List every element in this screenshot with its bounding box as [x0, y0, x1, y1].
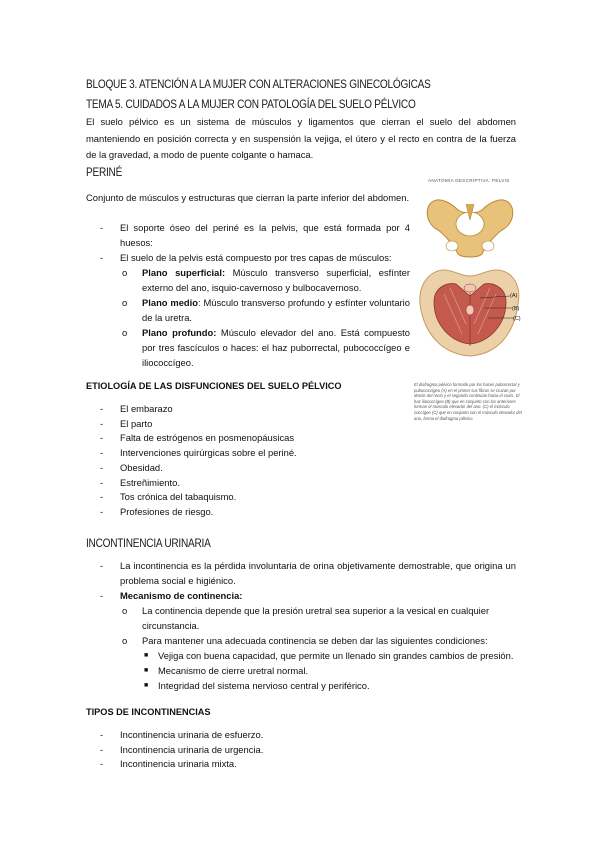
muscle-layers-list — [120, 265, 410, 370]
list-item: - El soporte óseo del periné es la pelvis, que está formada por 4 huesos: — [100, 222, 410, 248]
list-item: - Intervenciones quirúrgicas sobre el periné. — [100, 447, 297, 459]
list-item: - El parto — [100, 417, 153, 429]
perine-list — [100, 220, 410, 370]
figure-title: ANATOMÍA DESCRIPTIVA: PELVIS — [428, 178, 510, 183]
list-item: o La continencia depende que la presión uretral sea superior a la vesical en cualquier circunstancia. — [122, 605, 490, 631]
list-item: - Estreñimiento. — [100, 476, 180, 488]
list-item: - Obesidad. — [100, 461, 163, 473]
label-b: (B) — [512, 306, 520, 312]
list-item: - Falta de estrógenos en posmenopáusicas — [100, 432, 295, 444]
intro-paragraph: El suelo pélvico es un sistema de músculos y ligamentos que cierran el suelo del abdomen manteniendo en posición correcta y en suspensión la vejiga, el útero y el recto en contra de la fuerza de la gravedad, a modo de puente colgante o hamaca. — [86, 116, 516, 160]
tipos-list — [100, 728, 400, 772]
list-item: ■ Integridad del sistema nervioso central y periférico. — [144, 680, 370, 691]
list-item: ■ Mecanismo de cierre uretral normal. — [144, 665, 309, 676]
list-item: o Para mantener una adecuada continencia se deben dar las siguientes condiciones: ■ Vejiga con buena capacidad, que permite un llenado sin grandes cambios de presión. ■ Mecanismo de cierre uretral normal. ■ Integridad del sistema nervioso central y periférico. — [120, 633, 516, 693]
list-item: - Incontinencia urinaria de urgencia. — [100, 743, 264, 755]
label-a: (A) — [510, 293, 518, 299]
mechanism-list — [120, 603, 516, 693]
etiologia-heading: ETIOLOGÍA DE LAS DISFUNCIONES DEL SUELO PÉLVICO — [86, 381, 342, 391]
label-c: (C) — [513, 316, 521, 322]
list-item: - El suelo de la pelvis está compuesto por tres capas de músculos: o Plano superficial: Músculo transverso superficial, esfínter externo del ano, isquio-cavernoso y bulbocavernoso. o Plano medio: Músculo transverso profundo y esfínter voluntario de la uretra. o Plano profundo: Músculo elevador del ano. Está compuesto por tres fascículos o haces: el haz puborrectal, pubococcígeo e iliococcígeo. — [100, 252, 411, 368]
list-item: - Tos crónica del tabaquismo. — [100, 491, 237, 503]
incontinencia-list — [100, 558, 516, 693]
perine-heading: PERINÉ — [86, 165, 123, 179]
bony-pelvis-image — [427, 200, 513, 257]
etiologia-list — [100, 402, 400, 520]
tipos-heading: TIPOS DE INCONTINENCIAS — [86, 707, 211, 717]
pelvic-floor-image — [420, 270, 521, 356]
list-item: - Mecanismo de continencia: o La continencia depende que la presión uretral sea superior a la vesical en cualquier circunstancia. o Para mantener una adecuada continencia se deben dar las siguientes condiciones: ■ Vejiga con buena capacidad, que permite un llenado sin grandes cambios de presión. ■ Mecanismo de cierre uretral normal. ■ Integridad del sistema nervioso central y periférico. — [100, 588, 516, 693]
perine-paragraph: Conjunto de músculos y estructuras que cierran la parte inferior del abdomen. — [86, 192, 410, 203]
list-item: o Plano profundo: Músculo elevador del ano. Está compuesto por tres fascículos o haces: el haz puborrectal, pubococcígeo e iliococcígeo. — [122, 327, 410, 368]
pelvis-illustration — [414, 184, 526, 380]
incontinencia-heading: INCONTINENCIA URINARIA — [86, 536, 211, 550]
tema-title: TEMA 5. CUIDADOS A LA MUJER CON PATOLOGÍA DEL SUELO PÉLVICO — [86, 97, 416, 111]
list-item: - Incontinencia urinaria de esfuerzo. — [100, 729, 264, 740]
list-item: o Plano superficial: Músculo transverso superficial, esfínter externo del ano, isquio-cavernoso y bulbocavernoso. — [122, 267, 411, 293]
list-item: o Plano medio: Músculo transverso profundo y esfínter voluntario de la uretra. — [122, 297, 410, 323]
list-item: ■ Vejiga con buena capacidad, que permite un llenado sin grandes cambios de presión. — [144, 650, 514, 661]
list-item: - La incontinencia es la pérdida involuntaria de orina objetivamente demostrable, que origina un problema social e higiénico. — [100, 560, 516, 586]
figure-caption: El diafragma pélvico formado por los haces puborrectal y pubococcígeo (A) en el primer sus fibras se cruzan por detrás del recto y el segundo continúan hacia el coxis. El haz iliococcígeo (B) que en conjunto con los anteriores forman el músculo elevador del ano. (C) el músculo coccígeo (C) que en conjunto con el músculo elevador del ano, forma el diafragma pélvico. — [414, 382, 522, 421]
pelvis-figure — [414, 174, 526, 421]
conditions-list — [142, 648, 516, 693]
list-item: - El embarazo — [100, 403, 173, 414]
list-item: - Profesiones de riesgo. — [100, 505, 214, 517]
list-item: - Incontinencia urinaria mixta. — [100, 758, 237, 770]
block-title: BLOQUE 3. ATENCIÓN A LA MUJER CON ALTERACIONES GINECOLÓGICAS — [86, 77, 431, 91]
